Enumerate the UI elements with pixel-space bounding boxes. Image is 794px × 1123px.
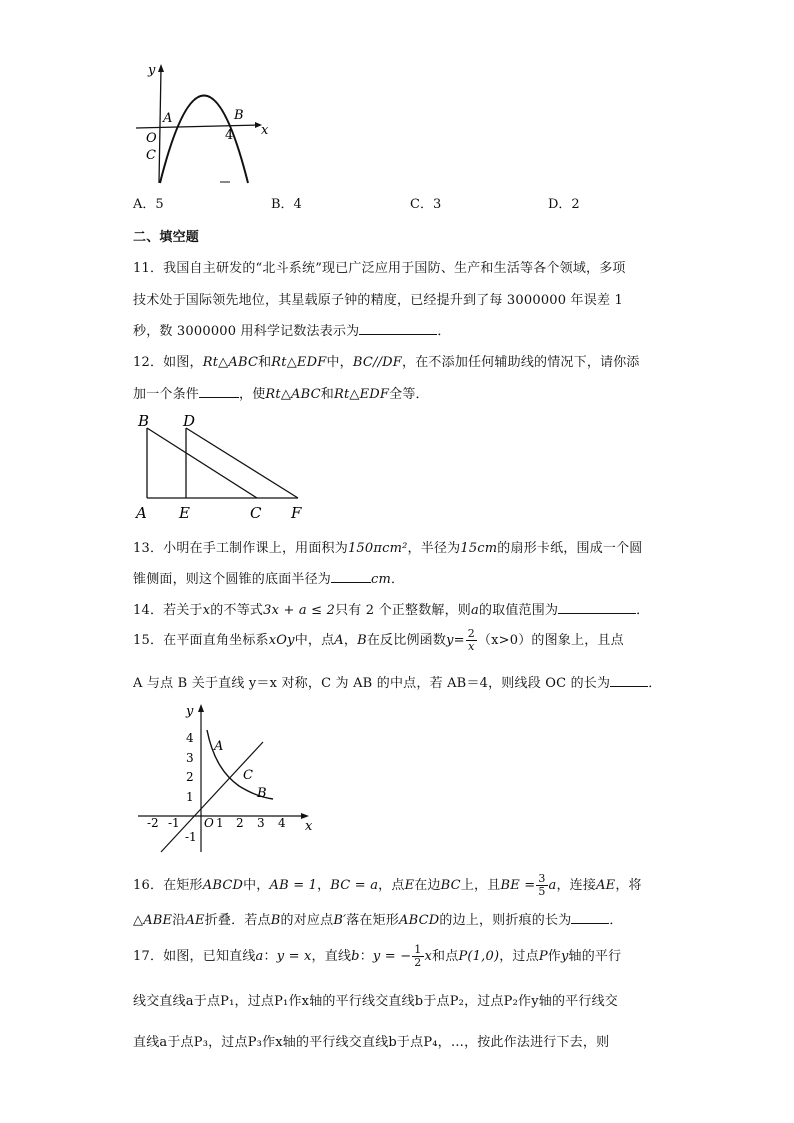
q17-b: b xyxy=(351,949,360,964)
q15-blank xyxy=(610,674,648,687)
q15-xoy: xOy xyxy=(268,633,295,648)
q16-l2-text2: 折叠．若点 xyxy=(204,913,271,928)
q12-text3: ，在不添加任何辅助线的情况下，请你添 xyxy=(402,355,640,370)
q17-num: 1 xyxy=(414,943,422,956)
q15-fraction xyxy=(466,628,477,653)
section-heading: 二、填空题 xyxy=(133,230,200,245)
q16-text3: ，点 xyxy=(378,878,405,893)
q16-a: a xyxy=(548,878,557,893)
triangles-figure xyxy=(130,408,315,523)
label-O: O xyxy=(146,131,157,146)
x-tick: -1 xyxy=(168,816,180,830)
q16-abcd: ABCD xyxy=(202,878,244,893)
q16-end: ． xyxy=(609,913,623,928)
q12-rt-edf: Rt△EDF xyxy=(271,355,327,370)
q16-bc: BC = a xyxy=(330,878,379,893)
label-B: B xyxy=(257,786,267,801)
x-tick: 2 xyxy=(236,816,244,830)
parabola-figure xyxy=(130,58,280,188)
x-axis xyxy=(136,125,260,128)
q11-line2: 技术处于国际领先地位，其星载原子钟的精度，已经提升到了每 3000000 年误差 1 xyxy=(133,293,623,308)
q11-text: 秒，数 3000000 用科学记数法表示为 xyxy=(133,324,360,339)
q17-line2: 线交直线a于点P₁，过点P₁作x轴的平行线交直线b于点P₂，过点P₂作y轴的平行线交 xyxy=(133,994,618,1009)
label-x: x xyxy=(261,123,269,138)
q13-line1 xyxy=(133,537,643,556)
q17-a: a xyxy=(255,949,264,964)
q16-l2-text: 沿 xyxy=(172,913,186,928)
q13-unit: cm xyxy=(371,572,392,587)
q17-den: 2 xyxy=(414,956,422,969)
q16-line2 xyxy=(133,909,623,928)
y-axis xyxy=(159,68,161,183)
q15-line2 xyxy=(133,672,661,691)
label-O: O xyxy=(204,816,214,830)
q13-blank xyxy=(331,570,371,583)
q15-text3: 在反比例函数 xyxy=(366,633,447,648)
q17-line3: 直线a于点P₃，过点P₃作x轴的平行线交直线b于点P₄，…，按此作法进行下去，则 xyxy=(133,1035,610,1050)
q15-end: ． xyxy=(648,676,662,691)
q16-text6: ，连接 xyxy=(556,878,597,893)
q11-line1: 11．我国自主研发的“北斗系统”现已广泛应用于国防、生产和生活等各个领域，多项 xyxy=(133,261,626,276)
q16-l2-text5: 的边上，则折痕的长为 xyxy=(439,913,572,928)
q13-text: 13．小明在手工制作课上，用面积为 xyxy=(133,541,348,556)
q17-colon: ： xyxy=(263,949,277,964)
q14-inequality: 3x + a ≤ 2 xyxy=(263,603,336,618)
q15-line1 xyxy=(133,628,624,653)
label-C: C xyxy=(146,148,156,163)
option-c: C．3 xyxy=(410,197,442,212)
q16-l2-b: B xyxy=(270,913,281,928)
q16-l2-bprime: B′ xyxy=(333,913,347,928)
q15-den: x xyxy=(468,640,475,653)
q17-text: 17．如图，已知直线 xyxy=(133,949,256,964)
option-a: A．5 xyxy=(133,197,164,212)
q16-blank xyxy=(571,911,609,924)
q17-eq-a: y = x xyxy=(276,949,312,964)
q16-be: BE = xyxy=(500,878,536,893)
q15-B: B xyxy=(357,633,367,648)
q13-area: 150πcm² xyxy=(347,541,408,556)
q17-y: y xyxy=(560,949,569,964)
y-tick: -1 xyxy=(185,830,197,844)
label-4: 4 xyxy=(225,128,234,143)
label-C: C xyxy=(250,504,262,522)
q14-blank xyxy=(558,601,636,614)
q17-text4: ，过点 xyxy=(499,949,539,964)
q16-text2: 中， xyxy=(243,878,270,893)
q12-text2: 中， xyxy=(326,355,353,370)
q13-text2: ，半径为 xyxy=(407,541,461,556)
line-y-equals-x xyxy=(161,742,263,852)
q11-end: ． xyxy=(437,324,451,339)
label-A: A xyxy=(163,111,173,126)
q15-y: y xyxy=(446,633,454,648)
q15-num: 2 xyxy=(467,627,475,640)
y-tick: 1 xyxy=(186,790,194,804)
q15-l2-text: A 与点 B 关于直线 y＝x 对称，C 为 AB 的中点，若 AB＝4，则线段 OC 的长为 xyxy=(133,676,611,691)
x-tick: 4 xyxy=(278,816,286,830)
label-D: D xyxy=(183,412,196,430)
q12-l2-end: 全等． xyxy=(389,387,429,402)
q12-and: 和 xyxy=(258,355,272,370)
label-C: C xyxy=(243,768,253,783)
x-tick: 3 xyxy=(257,816,265,830)
q16-text4: 在边 xyxy=(414,878,441,893)
q15-text4: 的图象上，且点 xyxy=(531,633,624,648)
label-A: A xyxy=(136,504,147,522)
label-x: x xyxy=(305,819,313,834)
x-tick: -2 xyxy=(147,816,159,830)
q16-text7: ，将 xyxy=(615,878,642,893)
q17-fraction xyxy=(412,944,423,969)
q17-text6: 轴的平行 xyxy=(568,949,622,964)
option-d: D．2 xyxy=(548,197,580,212)
q16-sep: ， xyxy=(317,878,331,893)
y-tick: 2 xyxy=(186,770,194,784)
q16-num: 3 xyxy=(538,872,546,885)
q12-l2-text2: ，使 xyxy=(239,387,266,402)
q16-E: E xyxy=(404,878,415,893)
q14-text: 14．若关于 xyxy=(133,603,203,618)
q17-colon2: ： xyxy=(359,949,373,964)
q13-end: ． xyxy=(391,572,405,587)
label-A: A xyxy=(214,739,224,754)
y-tick: 4 xyxy=(186,731,194,745)
q12-text: 12．如图， xyxy=(133,355,203,370)
q13-line2 xyxy=(133,568,404,587)
q16-text5: 上，且 xyxy=(460,878,501,893)
q12-l2-rt-abc: Rt△ABC xyxy=(265,387,321,402)
x-tick: 1 xyxy=(216,816,224,830)
q17-line1 xyxy=(133,944,621,969)
q14-x: x xyxy=(202,603,211,618)
label-B: B xyxy=(234,108,244,123)
q14-text2: 的不等式 xyxy=(210,603,264,618)
q14-text4: 的取值范围为 xyxy=(478,603,559,618)
q17-eq-b-x: x xyxy=(424,949,433,964)
label-E: E xyxy=(179,504,190,522)
q14-a: a xyxy=(471,603,479,618)
q15-sep: ， xyxy=(343,633,358,648)
q13-radius: 15cm xyxy=(460,541,498,556)
q11-blank xyxy=(359,322,437,335)
q17-p: P xyxy=(538,949,548,964)
q15-condition: （x>0） xyxy=(477,633,532,648)
q16-ae: AE xyxy=(596,878,616,893)
q17-text5: 作 xyxy=(547,949,561,964)
q15-A: A xyxy=(334,633,344,648)
q17-text2: ，直线 xyxy=(311,949,352,964)
q16-l2-ae: AE xyxy=(185,913,205,928)
q13-text3: 的扇形卡纸，围成一个圆 xyxy=(497,541,643,556)
q16-ab: AB = 1 xyxy=(269,878,318,893)
label-y: y xyxy=(148,63,156,78)
q16-l2-abcd: ABCD xyxy=(399,913,440,928)
q12-line1 xyxy=(133,351,640,370)
q17-point-p: P(1,0) xyxy=(458,949,500,964)
q16-line1 xyxy=(133,873,642,898)
q12-l2-text: 加一个条件 xyxy=(133,387,200,402)
y-tick: 3 xyxy=(186,751,194,765)
q14-text3: 只有 2 个正整数解，则 xyxy=(335,603,471,618)
label-B: B xyxy=(138,412,150,430)
q16-l2-abe: △ABE xyxy=(133,913,173,928)
q14-line xyxy=(133,599,649,618)
q16-l2-text3: 的对应点 xyxy=(280,913,334,928)
q15-eq: = xyxy=(453,633,465,648)
q12-parallel: BC//DF xyxy=(352,355,403,370)
q15-text2: 中，点 xyxy=(294,633,335,648)
q15-text: 15．在平面直角坐标系 xyxy=(133,633,269,648)
q12-line2 xyxy=(133,383,429,402)
q16-fraction xyxy=(536,873,547,898)
q14-end: ． xyxy=(636,603,650,618)
q16-l2-text4: 落在矩形 xyxy=(346,913,400,928)
q12-l2-and: 和 xyxy=(320,387,334,402)
q16-text: 16．在矩形 xyxy=(133,878,203,893)
y-axis-arrow xyxy=(158,64,164,72)
y-axis-arrow xyxy=(198,704,204,712)
label-y: y xyxy=(186,704,194,719)
q13-l2-text: 锥侧面，则这个圆锥的底面半径为 xyxy=(133,572,332,587)
q17-text3: 和点 xyxy=(432,949,459,964)
label-F: F xyxy=(291,504,302,522)
q12-l2-rt-edf: Rt△EDF xyxy=(333,387,390,402)
q16-bc-side: BC xyxy=(440,878,461,893)
q12-rt-abc: Rt△ABC xyxy=(202,355,259,370)
coordinate-figure xyxy=(133,700,323,858)
option-b: B．4 xyxy=(271,197,302,212)
q12-blank xyxy=(199,385,239,398)
q17-eq-b: y = − xyxy=(372,949,412,964)
q16-den: 5 xyxy=(538,885,546,898)
q11-line3 xyxy=(133,320,451,339)
